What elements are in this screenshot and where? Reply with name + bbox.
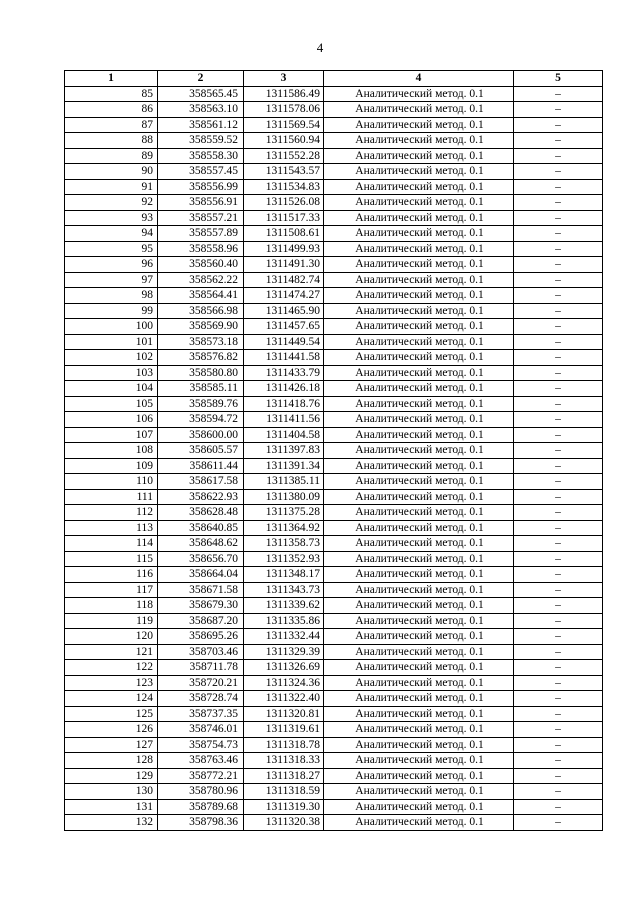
note-cell: – bbox=[514, 644, 603, 660]
point-number-cell: 125 bbox=[65, 706, 158, 722]
y-coordinate-cell: 1311418.76 bbox=[244, 396, 324, 412]
table-row bbox=[65, 536, 603, 552]
point-number-cell: 92 bbox=[65, 195, 158, 211]
table-row bbox=[65, 319, 603, 335]
note-cell: – bbox=[514, 675, 603, 691]
note-cell: – bbox=[514, 86, 603, 102]
point-number-cell: 103 bbox=[65, 365, 158, 381]
y-coordinate-cell: 1311324.36 bbox=[244, 675, 324, 691]
point-number-cell: 111 bbox=[65, 489, 158, 505]
note-cell: – bbox=[514, 365, 603, 381]
point-number-cell: 86 bbox=[65, 102, 158, 118]
x-coordinate-cell: 358746.01 bbox=[158, 722, 244, 738]
page-number: 4 bbox=[316, 40, 324, 55]
x-coordinate-cell: 358763.46 bbox=[158, 753, 244, 769]
point-number-cell: 121 bbox=[65, 644, 158, 660]
y-coordinate-cell: 1311375.28 bbox=[244, 505, 324, 521]
note-cell: – bbox=[514, 629, 603, 645]
x-coordinate-cell: 358563.10 bbox=[158, 102, 244, 118]
x-coordinate-cell: 358640.85 bbox=[158, 520, 244, 536]
point-number-cell: 116 bbox=[65, 567, 158, 583]
method-cell: Аналитический метод. 0.1 bbox=[324, 443, 514, 459]
y-coordinate-cell: 1311465.90 bbox=[244, 303, 324, 319]
note-cell: – bbox=[514, 133, 603, 149]
note-cell: – bbox=[514, 660, 603, 676]
table-row bbox=[65, 722, 603, 738]
point-number-cell: 129 bbox=[65, 768, 158, 784]
y-coordinate-cell: 1311491.30 bbox=[244, 257, 324, 273]
table-row bbox=[65, 613, 603, 629]
x-coordinate-cell: 358556.99 bbox=[158, 179, 244, 195]
table-row bbox=[65, 257, 603, 273]
column-header: 5 bbox=[514, 71, 603, 87]
note-cell: – bbox=[514, 458, 603, 474]
method-cell: Аналитический метод. 0.1 bbox=[324, 691, 514, 707]
x-coordinate-cell: 358576.82 bbox=[158, 350, 244, 366]
y-coordinate-cell: 1311391.34 bbox=[244, 458, 324, 474]
x-coordinate-cell: 358589.76 bbox=[158, 396, 244, 412]
y-coordinate-cell: 1311534.83 bbox=[244, 179, 324, 195]
y-coordinate-cell: 1311318.33 bbox=[244, 753, 324, 769]
table-row bbox=[65, 117, 603, 133]
point-number-cell: 131 bbox=[65, 799, 158, 815]
method-cell: Аналитический метод. 0.1 bbox=[324, 474, 514, 490]
table-row bbox=[65, 660, 603, 676]
note-cell: – bbox=[514, 598, 603, 614]
note-cell: – bbox=[514, 241, 603, 257]
note-cell: – bbox=[514, 350, 603, 366]
point-number-cell: 102 bbox=[65, 350, 158, 366]
table-row bbox=[65, 799, 603, 815]
table-header-row bbox=[65, 71, 603, 87]
method-cell: Аналитический метод. 0.1 bbox=[324, 195, 514, 211]
point-number-cell: 132 bbox=[65, 815, 158, 831]
note-cell: – bbox=[514, 319, 603, 335]
y-coordinate-cell: 1311397.83 bbox=[244, 443, 324, 459]
point-number-cell: 85 bbox=[65, 86, 158, 102]
x-coordinate-cell: 358798.36 bbox=[158, 815, 244, 831]
method-cell: Аналитический метод. 0.1 bbox=[324, 117, 514, 133]
note-cell: – bbox=[514, 148, 603, 164]
point-number-cell: 95 bbox=[65, 241, 158, 257]
table-row bbox=[65, 675, 603, 691]
method-cell: Аналитический метод. 0.1 bbox=[324, 350, 514, 366]
note-cell: – bbox=[514, 179, 603, 195]
method-cell: Аналитический метод. 0.1 bbox=[324, 412, 514, 428]
y-coordinate-cell: 1311320.81 bbox=[244, 706, 324, 722]
table-row bbox=[65, 241, 603, 257]
point-number-cell: 126 bbox=[65, 722, 158, 738]
x-coordinate-cell: 358557.21 bbox=[158, 210, 244, 226]
x-coordinate-cell: 358562.22 bbox=[158, 272, 244, 288]
note-cell: – bbox=[514, 381, 603, 397]
y-coordinate-cell: 1311385.11 bbox=[244, 474, 324, 490]
column-header: 3 bbox=[244, 71, 324, 87]
table-row bbox=[65, 226, 603, 242]
method-cell: Аналитический метод. 0.1 bbox=[324, 784, 514, 800]
x-coordinate-cell: 358648.62 bbox=[158, 536, 244, 552]
point-number-cell: 109 bbox=[65, 458, 158, 474]
note-cell: – bbox=[514, 520, 603, 536]
coordinates-table bbox=[64, 70, 603, 831]
y-coordinate-cell: 1311526.08 bbox=[244, 195, 324, 211]
table-row bbox=[65, 551, 603, 567]
x-coordinate-cell: 358560.40 bbox=[158, 257, 244, 273]
table-row bbox=[65, 334, 603, 350]
x-coordinate-cell: 358557.45 bbox=[158, 164, 244, 180]
method-cell: Аналитический метод. 0.1 bbox=[324, 257, 514, 273]
y-coordinate-cell: 1311343.73 bbox=[244, 582, 324, 598]
point-number-cell: 106 bbox=[65, 412, 158, 428]
x-coordinate-cell: 358580.80 bbox=[158, 365, 244, 381]
table-row bbox=[65, 629, 603, 645]
method-cell: Аналитический метод. 0.1 bbox=[324, 768, 514, 784]
y-coordinate-cell: 1311319.30 bbox=[244, 799, 324, 815]
y-coordinate-cell: 1311482.74 bbox=[244, 272, 324, 288]
method-cell: Аналитический метод. 0.1 bbox=[324, 226, 514, 242]
note-cell: – bbox=[514, 474, 603, 490]
x-coordinate-cell: 358564.41 bbox=[158, 288, 244, 304]
y-coordinate-cell: 1311508.61 bbox=[244, 226, 324, 242]
x-coordinate-cell: 358679.30 bbox=[158, 598, 244, 614]
x-coordinate-cell: 358664.04 bbox=[158, 567, 244, 583]
point-number-cell: 107 bbox=[65, 427, 158, 443]
y-coordinate-cell: 1311358.73 bbox=[244, 536, 324, 552]
x-coordinate-cell: 358558.30 bbox=[158, 148, 244, 164]
method-cell: Аналитический метод. 0.1 bbox=[324, 427, 514, 443]
point-number-cell: 114 bbox=[65, 536, 158, 552]
x-coordinate-cell: 358789.68 bbox=[158, 799, 244, 815]
note-cell: – bbox=[514, 551, 603, 567]
point-number-cell: 119 bbox=[65, 613, 158, 629]
method-cell: Аналитический метод. 0.1 bbox=[324, 303, 514, 319]
table-row bbox=[65, 133, 603, 149]
method-cell: Аналитический метод. 0.1 bbox=[324, 598, 514, 614]
point-number-cell: 89 bbox=[65, 148, 158, 164]
method-cell: Аналитический метод. 0.1 bbox=[324, 815, 514, 831]
point-number-cell: 124 bbox=[65, 691, 158, 707]
x-coordinate-cell: 358720.21 bbox=[158, 675, 244, 691]
point-number-cell: 113 bbox=[65, 520, 158, 536]
method-cell: Аналитический метод. 0.1 bbox=[324, 660, 514, 676]
y-coordinate-cell: 1311329.39 bbox=[244, 644, 324, 660]
x-coordinate-cell: 358737.35 bbox=[158, 706, 244, 722]
y-coordinate-cell: 1311411.56 bbox=[244, 412, 324, 428]
x-coordinate-cell: 358605.57 bbox=[158, 443, 244, 459]
y-coordinate-cell: 1311474.27 bbox=[244, 288, 324, 304]
column-header: 2 bbox=[158, 71, 244, 87]
table-row bbox=[65, 505, 603, 521]
x-coordinate-cell: 358628.48 bbox=[158, 505, 244, 521]
note-cell: – bbox=[514, 195, 603, 211]
method-cell: Аналитический метод. 0.1 bbox=[324, 241, 514, 257]
method-cell: Аналитический метод. 0.1 bbox=[324, 644, 514, 660]
x-coordinate-cell: 358566.98 bbox=[158, 303, 244, 319]
y-coordinate-cell: 1311339.62 bbox=[244, 598, 324, 614]
y-coordinate-cell: 1311552.28 bbox=[244, 148, 324, 164]
point-number-cell: 118 bbox=[65, 598, 158, 614]
x-coordinate-cell: 358754.73 bbox=[158, 737, 244, 753]
table-row bbox=[65, 396, 603, 412]
point-number-cell: 98 bbox=[65, 288, 158, 304]
table-row bbox=[65, 365, 603, 381]
x-coordinate-cell: 358711.78 bbox=[158, 660, 244, 676]
x-coordinate-cell: 358594.72 bbox=[158, 412, 244, 428]
point-number-cell: 93 bbox=[65, 210, 158, 226]
y-coordinate-cell: 1311426.18 bbox=[244, 381, 324, 397]
note-cell: – bbox=[514, 489, 603, 505]
note-cell: – bbox=[514, 443, 603, 459]
y-coordinate-cell: 1311578.06 bbox=[244, 102, 324, 118]
point-number-cell: 112 bbox=[65, 505, 158, 521]
table-row bbox=[65, 644, 603, 660]
method-cell: Аналитический метод. 0.1 bbox=[324, 334, 514, 350]
y-coordinate-cell: 1311569.54 bbox=[244, 117, 324, 133]
y-coordinate-cell: 1311319.61 bbox=[244, 722, 324, 738]
table-row bbox=[65, 815, 603, 831]
table-row bbox=[65, 412, 603, 428]
note-cell: – bbox=[514, 784, 603, 800]
x-coordinate-cell: 358656.70 bbox=[158, 551, 244, 567]
table-row bbox=[65, 582, 603, 598]
method-cell: Аналитический метод. 0.1 bbox=[324, 567, 514, 583]
note-cell: – bbox=[514, 706, 603, 722]
y-coordinate-cell: 1311499.93 bbox=[244, 241, 324, 257]
method-cell: Аналитический метод. 0.1 bbox=[324, 381, 514, 397]
table-row bbox=[65, 148, 603, 164]
y-coordinate-cell: 1311586.49 bbox=[244, 86, 324, 102]
note-cell: – bbox=[514, 334, 603, 350]
y-coordinate-cell: 1311560.94 bbox=[244, 133, 324, 149]
note-cell: – bbox=[514, 117, 603, 133]
note-cell: – bbox=[514, 396, 603, 412]
y-coordinate-cell: 1311441.58 bbox=[244, 350, 324, 366]
note-cell: – bbox=[514, 412, 603, 428]
point-number-cell: 123 bbox=[65, 675, 158, 691]
table-row bbox=[65, 784, 603, 800]
y-coordinate-cell: 1311318.27 bbox=[244, 768, 324, 784]
point-number-cell: 115 bbox=[65, 551, 158, 567]
point-number-cell: 88 bbox=[65, 133, 158, 149]
y-coordinate-cell: 1311364.92 bbox=[244, 520, 324, 536]
y-coordinate-cell: 1311318.78 bbox=[244, 737, 324, 753]
point-number-cell: 127 bbox=[65, 737, 158, 753]
note-cell: – bbox=[514, 288, 603, 304]
x-coordinate-cell: 358559.52 bbox=[158, 133, 244, 149]
method-cell: Аналитический метод. 0.1 bbox=[324, 536, 514, 552]
table-row bbox=[65, 706, 603, 722]
method-cell: Аналитический метод. 0.1 bbox=[324, 520, 514, 536]
y-coordinate-cell: 1311433.79 bbox=[244, 365, 324, 381]
method-cell: Аналитический метод. 0.1 bbox=[324, 272, 514, 288]
y-coordinate-cell: 1311457.65 bbox=[244, 319, 324, 335]
note-cell: – bbox=[514, 210, 603, 226]
note-cell: – bbox=[514, 257, 603, 273]
y-coordinate-cell: 1311543.57 bbox=[244, 164, 324, 180]
method-cell: Аналитический метод. 0.1 bbox=[324, 102, 514, 118]
note-cell: – bbox=[514, 737, 603, 753]
y-coordinate-cell: 1311380.09 bbox=[244, 489, 324, 505]
table-row bbox=[65, 350, 603, 366]
method-cell: Аналитический метод. 0.1 bbox=[324, 613, 514, 629]
table-row bbox=[65, 164, 603, 180]
method-cell: Аналитический метод. 0.1 bbox=[324, 753, 514, 769]
y-coordinate-cell: 1311517.33 bbox=[244, 210, 324, 226]
x-coordinate-cell: 358561.12 bbox=[158, 117, 244, 133]
x-coordinate-cell: 358585.11 bbox=[158, 381, 244, 397]
table-row bbox=[65, 753, 603, 769]
note-cell: – bbox=[514, 427, 603, 443]
y-coordinate-cell: 1311320.38 bbox=[244, 815, 324, 831]
point-number-cell: 90 bbox=[65, 164, 158, 180]
point-number-cell: 96 bbox=[65, 257, 158, 273]
x-coordinate-cell: 358780.96 bbox=[158, 784, 244, 800]
point-number-cell: 101 bbox=[65, 334, 158, 350]
table-row bbox=[65, 567, 603, 583]
note-cell: – bbox=[514, 226, 603, 242]
point-number-cell: 91 bbox=[65, 179, 158, 195]
x-coordinate-cell: 358671.58 bbox=[158, 582, 244, 598]
y-coordinate-cell: 1311326.69 bbox=[244, 660, 324, 676]
point-number-cell: 105 bbox=[65, 396, 158, 412]
x-coordinate-cell: 358687.20 bbox=[158, 613, 244, 629]
table-row bbox=[65, 210, 603, 226]
point-number-cell: 130 bbox=[65, 784, 158, 800]
table-row bbox=[65, 458, 603, 474]
table-row bbox=[65, 102, 603, 118]
method-cell: Аналитический метод. 0.1 bbox=[324, 210, 514, 226]
method-cell: Аналитический метод. 0.1 bbox=[324, 722, 514, 738]
x-coordinate-cell: 358569.90 bbox=[158, 319, 244, 335]
table-row bbox=[65, 768, 603, 784]
note-cell: – bbox=[514, 303, 603, 319]
x-coordinate-cell: 358772.21 bbox=[158, 768, 244, 784]
y-coordinate-cell: 1311404.58 bbox=[244, 427, 324, 443]
point-number-cell: 128 bbox=[65, 753, 158, 769]
method-cell: Аналитический метод. 0.1 bbox=[324, 629, 514, 645]
note-cell: – bbox=[514, 799, 603, 815]
point-number-cell: 122 bbox=[65, 660, 158, 676]
table-row bbox=[65, 520, 603, 536]
method-cell: Аналитический метод. 0.1 bbox=[324, 148, 514, 164]
note-cell: – bbox=[514, 272, 603, 288]
table-row bbox=[65, 474, 603, 490]
method-cell: Аналитический метод. 0.1 bbox=[324, 706, 514, 722]
method-cell: Аналитический метод. 0.1 bbox=[324, 133, 514, 149]
method-cell: Аналитический метод. 0.1 bbox=[324, 86, 514, 102]
table-row bbox=[65, 443, 603, 459]
method-cell: Аналитический метод. 0.1 bbox=[324, 396, 514, 412]
table-row bbox=[65, 179, 603, 195]
table-row bbox=[65, 691, 603, 707]
method-cell: Аналитический метод. 0.1 bbox=[324, 164, 514, 180]
y-coordinate-cell: 1311348.17 bbox=[244, 567, 324, 583]
table-row bbox=[65, 195, 603, 211]
method-cell: Аналитический метод. 0.1 bbox=[324, 505, 514, 521]
table-row bbox=[65, 272, 603, 288]
x-coordinate-cell: 358622.93 bbox=[158, 489, 244, 505]
method-cell: Аналитический метод. 0.1 bbox=[324, 551, 514, 567]
note-cell: – bbox=[514, 164, 603, 180]
table-row bbox=[65, 598, 603, 614]
y-coordinate-cell: 1311318.59 bbox=[244, 784, 324, 800]
point-number-cell: 117 bbox=[65, 582, 158, 598]
table-row bbox=[65, 737, 603, 753]
method-cell: Аналитический метод. 0.1 bbox=[324, 179, 514, 195]
x-coordinate-cell: 358728.74 bbox=[158, 691, 244, 707]
x-coordinate-cell: 358573.18 bbox=[158, 334, 244, 350]
y-coordinate-cell: 1311352.93 bbox=[244, 551, 324, 567]
note-cell: – bbox=[514, 815, 603, 831]
x-coordinate-cell: 358611.44 bbox=[158, 458, 244, 474]
table-row bbox=[65, 86, 603, 102]
point-number-cell: 87 bbox=[65, 117, 158, 133]
column-header: 4 bbox=[324, 71, 514, 87]
note-cell: – bbox=[514, 505, 603, 521]
x-coordinate-cell: 358703.46 bbox=[158, 644, 244, 660]
note-cell: – bbox=[514, 722, 603, 738]
table-row bbox=[65, 489, 603, 505]
note-cell: – bbox=[514, 613, 603, 629]
y-coordinate-cell: 1311322.40 bbox=[244, 691, 324, 707]
point-number-cell: 104 bbox=[65, 381, 158, 397]
method-cell: Аналитический метод. 0.1 bbox=[324, 489, 514, 505]
y-coordinate-cell: 1311335.86 bbox=[244, 613, 324, 629]
point-number-cell: 100 bbox=[65, 319, 158, 335]
x-coordinate-cell: 358557.89 bbox=[158, 226, 244, 242]
note-cell: – bbox=[514, 768, 603, 784]
x-coordinate-cell: 358600.00 bbox=[158, 427, 244, 443]
point-number-cell: 110 bbox=[65, 474, 158, 490]
method-cell: Аналитический метод. 0.1 bbox=[324, 675, 514, 691]
table-row bbox=[65, 381, 603, 397]
note-cell: – bbox=[514, 536, 603, 552]
column-header: 1 bbox=[65, 71, 158, 87]
x-coordinate-cell: 358565.45 bbox=[158, 86, 244, 102]
method-cell: Аналитический метод. 0.1 bbox=[324, 458, 514, 474]
table-row bbox=[65, 427, 603, 443]
note-cell: – bbox=[514, 567, 603, 583]
method-cell: Аналитический метод. 0.1 bbox=[324, 799, 514, 815]
point-number-cell: 97 bbox=[65, 272, 158, 288]
method-cell: Аналитический метод. 0.1 bbox=[324, 319, 514, 335]
table-row bbox=[65, 288, 603, 304]
note-cell: – bbox=[514, 691, 603, 707]
table-row bbox=[65, 303, 603, 319]
method-cell: Аналитический метод. 0.1 bbox=[324, 582, 514, 598]
point-number-cell: 108 bbox=[65, 443, 158, 459]
note-cell: – bbox=[514, 102, 603, 118]
x-coordinate-cell: 358695.26 bbox=[158, 629, 244, 645]
x-coordinate-cell: 358617.58 bbox=[158, 474, 244, 490]
y-coordinate-cell: 1311332.44 bbox=[244, 629, 324, 645]
y-coordinate-cell: 1311449.54 bbox=[244, 334, 324, 350]
x-coordinate-cell: 358558.96 bbox=[158, 241, 244, 257]
method-cell: Аналитический метод. 0.1 bbox=[324, 365, 514, 381]
note-cell: – bbox=[514, 582, 603, 598]
method-cell: Аналитический метод. 0.1 bbox=[324, 288, 514, 304]
point-number-cell: 120 bbox=[65, 629, 158, 645]
point-number-cell: 99 bbox=[65, 303, 158, 319]
note-cell: – bbox=[514, 753, 603, 769]
x-coordinate-cell: 358556.91 bbox=[158, 195, 244, 211]
table-body bbox=[65, 86, 603, 830]
method-cell: Аналитический метод. 0.1 bbox=[324, 737, 514, 753]
point-number-cell: 94 bbox=[65, 226, 158, 242]
